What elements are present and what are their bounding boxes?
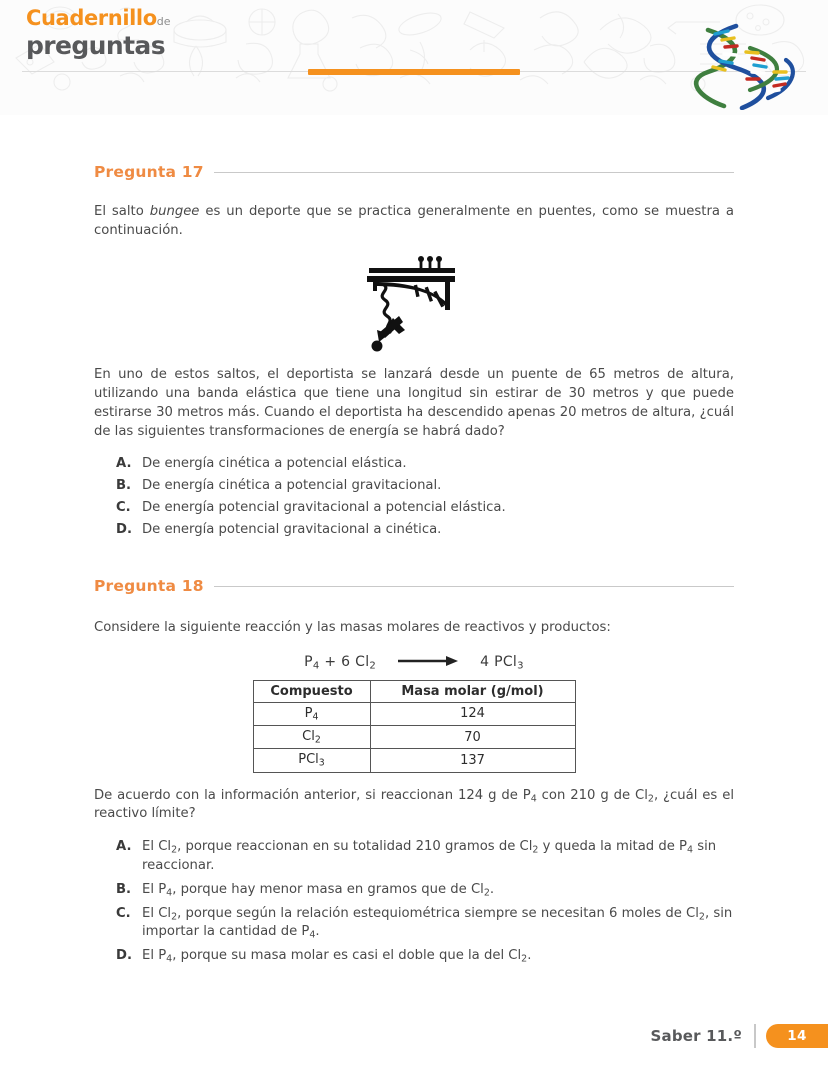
question-17-intro-part2: es un deporte que se practica generalmente en puentes, como se muestra a continuación.	[94, 204, 734, 238]
compound-pcl3-subscript: 3	[318, 757, 325, 769]
option-17-a-letter: A.	[116, 456, 132, 472]
page-footer	[651, 1023, 828, 1049]
table-row	[253, 749, 575, 772]
compound-p4-subscript: 4	[312, 710, 319, 722]
chemical-equation	[94, 654, 734, 672]
o18c-t4: , sin importar la cantidad de P	[142, 905, 733, 940]
equation-reactants	[304, 654, 376, 672]
table-row	[253, 702, 575, 725]
option-18-a-text	[142, 838, 734, 876]
table-header-row	[253, 680, 575, 702]
equation-product-pcl-sub: 3	[517, 660, 524, 672]
o18d-s1: 4	[166, 953, 173, 965]
compound-cl2-subscript: 2	[314, 734, 321, 746]
o18a-t6: sin reaccionar.	[142, 839, 717, 874]
option-18-d-letter: D.	[116, 948, 132, 964]
option-17-c-letter: C.	[116, 499, 131, 515]
compound-cl2-symbol: Cl	[302, 728, 315, 744]
question-18-title: Pregunta 18	[94, 577, 204, 596]
option-17-b-letter: B.	[116, 478, 132, 494]
o18d-t2: , porque su masa molar es casi el doble que la del Cl	[172, 948, 522, 964]
equation-reactant-cl-sub: 2	[369, 660, 377, 672]
o18b-t4: .	[489, 881, 495, 897]
logo-title-connector: de	[156, 15, 171, 28]
option-18-b[interactable]	[116, 881, 734, 900]
table-cell-mass-p4: 124	[370, 702, 575, 725]
bungee-illustration-wrapper	[94, 246, 734, 356]
table-cell-mass-pcl3: 137	[370, 749, 575, 772]
footer-divider	[754, 1024, 756, 1048]
o18b-t2: , porque hay menor masa en gramos que de Cl	[172, 881, 484, 897]
o18a-t0: El Cl	[142, 839, 172, 855]
question-18-header	[94, 577, 734, 595]
o18b-s1: 4	[166, 887, 173, 899]
bungee-jump-bridge-illustration	[359, 246, 469, 356]
question-18-rule	[214, 586, 734, 587]
question-17-stem: En uno de estos saltos, el deportista se lanzará desde un puente de 65 metros de altura, utilizando una banda elástica que tiene una longitud sin estirar de 30 metros y que puede estirarse 30 metros más. Cuando el deportista ha descendido apenas 20 metros de altura, ¿cuál de las siguientes transformaciones de energía se habrá dado?	[94, 367, 734, 439]
question-17-options	[116, 455, 734, 539]
option-18-c[interactable]	[116, 905, 734, 943]
option-18-c-text	[142, 905, 734, 943]
logo-title-primary: Cuadernillo	[26, 6, 157, 30]
option-18-a[interactable]	[116, 838, 734, 876]
option-17-d-letter: D.	[116, 521, 132, 537]
option-17-a[interactable]	[116, 455, 734, 474]
compound-pcl3-symbol: PCl	[298, 752, 319, 768]
equation-product-coefficient: 4	[480, 654, 495, 671]
question-18-stem-part1: De acuerdo con la información anterior, si reaccionan 124 g de P	[94, 787, 531, 803]
o18c-s5: 4	[309, 929, 316, 941]
equation-products	[480, 654, 524, 672]
question-18-stem	[94, 787, 734, 825]
compound-p4-symbol: P	[304, 705, 313, 721]
question-18-stem-part2: con 210 g de Cl	[536, 787, 648, 803]
option-17-d-text: De energía potencial gravitacional a cinética.	[142, 521, 442, 537]
table-row	[253, 725, 575, 748]
logo-title-secondary: preguntas	[26, 31, 165, 60]
arrow-right-icon	[396, 655, 460, 671]
dna-helix-icon	[690, 22, 808, 110]
o18d-t4: .	[527, 948, 532, 964]
o18c-s1: 2	[171, 911, 178, 922]
question-17-rule	[214, 172, 734, 173]
question-18-options	[116, 838, 734, 966]
option-17-c-text: De energía potencial gravitacional a potencial elástica.	[142, 499, 506, 515]
table-header-molar-mass: Masa molar (g/mol)	[370, 680, 575, 702]
question-17-title: Pregunta 17	[94, 163, 204, 181]
o18a-t4: y queda la mitad de P	[538, 839, 688, 855]
equation-reactant-p: P	[304, 654, 313, 671]
molar-mass-table	[253, 680, 576, 773]
footer-exam-label: Saber 11.º	[650, 1027, 742, 1045]
table-cell-compound-cl2	[253, 725, 370, 748]
option-17-a-text: De energía cinética a potencial elástica.	[142, 456, 407, 472]
question-17-header	[94, 163, 734, 181]
o18c-s3: 2	[698, 911, 705, 922]
o18a-s1: 2	[171, 844, 178, 856]
page-header	[0, 0, 828, 115]
question-block-17	[94, 163, 734, 539]
option-18-d[interactable]	[116, 947, 734, 966]
equation-plus: + 6	[319, 654, 356, 671]
question-17-intro	[94, 203, 734, 240]
o18d-t0: El P	[142, 948, 167, 964]
option-18-a-letter: A.	[116, 839, 132, 855]
o18d-s3: 2	[521, 953, 528, 965]
table-cell-mass-cl2: 70	[370, 725, 575, 748]
table-cell-compound-pcl3	[253, 749, 370, 772]
question-block-18	[94, 577, 734, 966]
o18c-t2: , porque según la relación estequiométrica siempre se necesitan 6 moles de Cl	[177, 905, 699, 921]
page-content	[0, 163, 828, 966]
o18a-t2: , porque reaccionan en su totalidad 210 gramos de Cl	[177, 839, 533, 855]
question-18-stem-sub2: 2	[647, 792, 654, 804]
option-17-b[interactable]	[116, 477, 734, 496]
table-cell-compound-p4	[253, 702, 370, 725]
o18c-t6: .	[315, 924, 320, 940]
question-18-stem-sub1: 4	[530, 792, 537, 804]
molar-mass-table-wrapper	[94, 680, 734, 773]
question-18-intro: Considere la siguiente reacción y las masas molares de reactivos y productos:	[94, 620, 611, 636]
question-18-stem-part3: , ¿cuál es el reactivo límite?	[94, 787, 734, 822]
equation-product-pcl: PCl	[494, 654, 518, 671]
option-17-c[interactable]	[116, 499, 734, 518]
question-17-intro-part1: El salto	[94, 204, 150, 219]
o18b-s3: 2	[483, 887, 490, 899]
question-17-intro-emphasis: bungee	[149, 204, 200, 219]
page-number-badge: 14	[766, 1024, 828, 1048]
option-18-b-text	[142, 881, 734, 900]
header-accent-bar	[308, 69, 520, 75]
o18c-t0: El Cl	[142, 905, 172, 921]
table-header-compound: Compuesto	[253, 680, 370, 702]
equation-reactant-p-sub: 4	[312, 660, 320, 672]
option-17-d[interactable]	[116, 521, 734, 540]
o18b-t0: El P	[142, 881, 167, 897]
option-17-b-text: De energía cinética a potencial gravitacional.	[142, 478, 442, 494]
option-18-b-letter: B.	[116, 881, 132, 897]
o18a-s5: 4	[687, 844, 694, 856]
equation-reactant-cl: Cl	[355, 654, 370, 671]
option-18-d-text	[142, 947, 734, 966]
o18a-s3: 2	[532, 844, 539, 856]
publication-logo	[26, 8, 171, 58]
option-18-c-letter: C.	[116, 905, 131, 921]
